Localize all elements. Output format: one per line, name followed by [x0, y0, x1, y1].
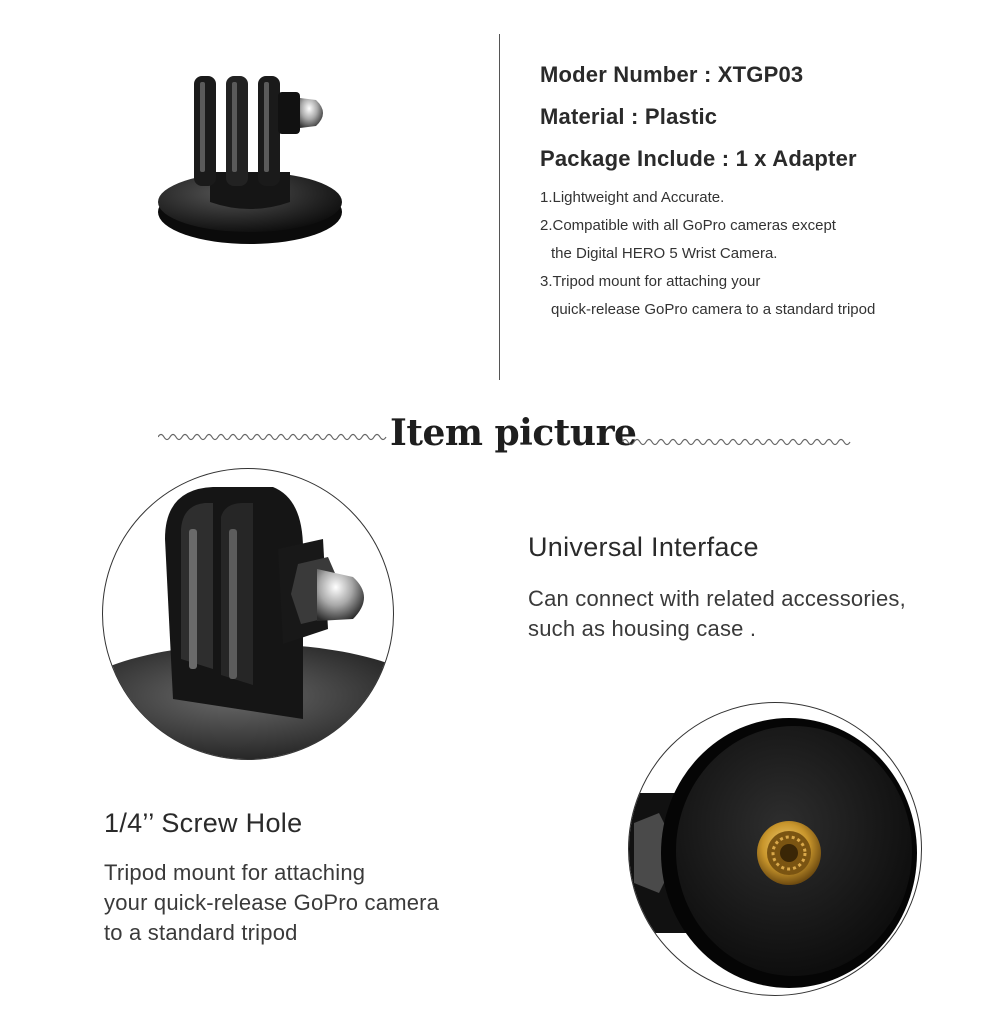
screw-title: 1/4’’ Screw Hole: [104, 808, 303, 838]
feature-3: 3.Tripod mount for attaching your: [540, 273, 761, 290]
mount-closeup-image: [102, 468, 394, 760]
interface-title: Universal Interface: [528, 532, 759, 562]
screw-desc-line3: to a standard tripod: [104, 920, 298, 945]
interface-desc-line2: such as housing case .: [528, 616, 757, 641]
product-image-top: [150, 60, 350, 250]
feature-2: 2.Compatible with all GoPro cameras except: [540, 217, 836, 234]
spec-package: Package Include : 1 x Adapter: [540, 146, 857, 171]
feature-3-cont: quick-release GoPro camera to a standard tripod: [551, 301, 876, 318]
vertical-divider: [499, 34, 500, 380]
wavy-line-right: [622, 435, 852, 453]
screw-desc-line2: your quick-release GoPro camera: [104, 890, 440, 915]
feature-2-cont: the Digital HERO 5 Wrist Camera.: [551, 245, 778, 262]
screw-hole-image: [628, 702, 922, 996]
interface-desc-line1: Can connect with related accessories,: [528, 586, 906, 611]
spec-material: Material : Plastic: [540, 104, 718, 129]
screw-desc-line1: Tripod mount for attaching: [104, 860, 366, 885]
spec-model: Moder Number : XTGP03: [540, 62, 804, 87]
feature-1: 1.Lightweight and Accurate.: [540, 189, 725, 206]
wavy-line-left: [158, 430, 388, 448]
section-heading: Item picture: [390, 412, 637, 454]
